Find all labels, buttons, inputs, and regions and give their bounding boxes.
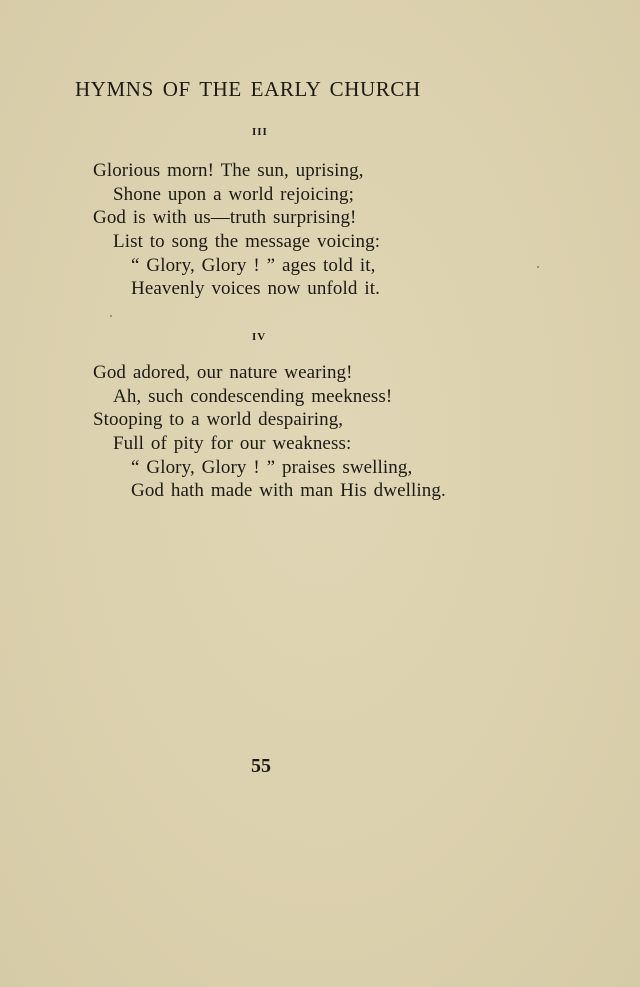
verse-line: “ Glory, Glory ! ” praises swelling, xyxy=(131,457,413,478)
verse-line: God hath made with man His dwelling. xyxy=(131,480,446,501)
verse-line: God adored, our nature wearing! xyxy=(93,362,353,383)
verse-line: Glorious morn! The sun, uprising, xyxy=(93,160,364,181)
paper-speck xyxy=(537,266,539,268)
verse-line: “ Glory, Glory ! ” ages told it, xyxy=(131,255,376,276)
verse-line: Shone upon a world rejoicing; xyxy=(113,184,354,205)
verse-line: God is with us—truth surprising! xyxy=(93,207,357,228)
stanza-number: iii xyxy=(252,123,268,139)
stanza-number: iv xyxy=(252,328,267,344)
verse-line: Stooping to a world despairing, xyxy=(93,409,344,430)
verse-line: Heavenly voices now unfold it. xyxy=(131,278,380,299)
page-number: 55 xyxy=(251,755,271,777)
verse-line: List to song the message voicing: xyxy=(113,231,381,252)
verse-line: Full of pity for our weakness: xyxy=(113,433,352,454)
running-head: HYMNS OF THE EARLY CHURCH xyxy=(75,77,421,101)
verse-line: Ah, such condescending meekness! xyxy=(113,386,393,407)
paper-speck xyxy=(110,315,112,317)
